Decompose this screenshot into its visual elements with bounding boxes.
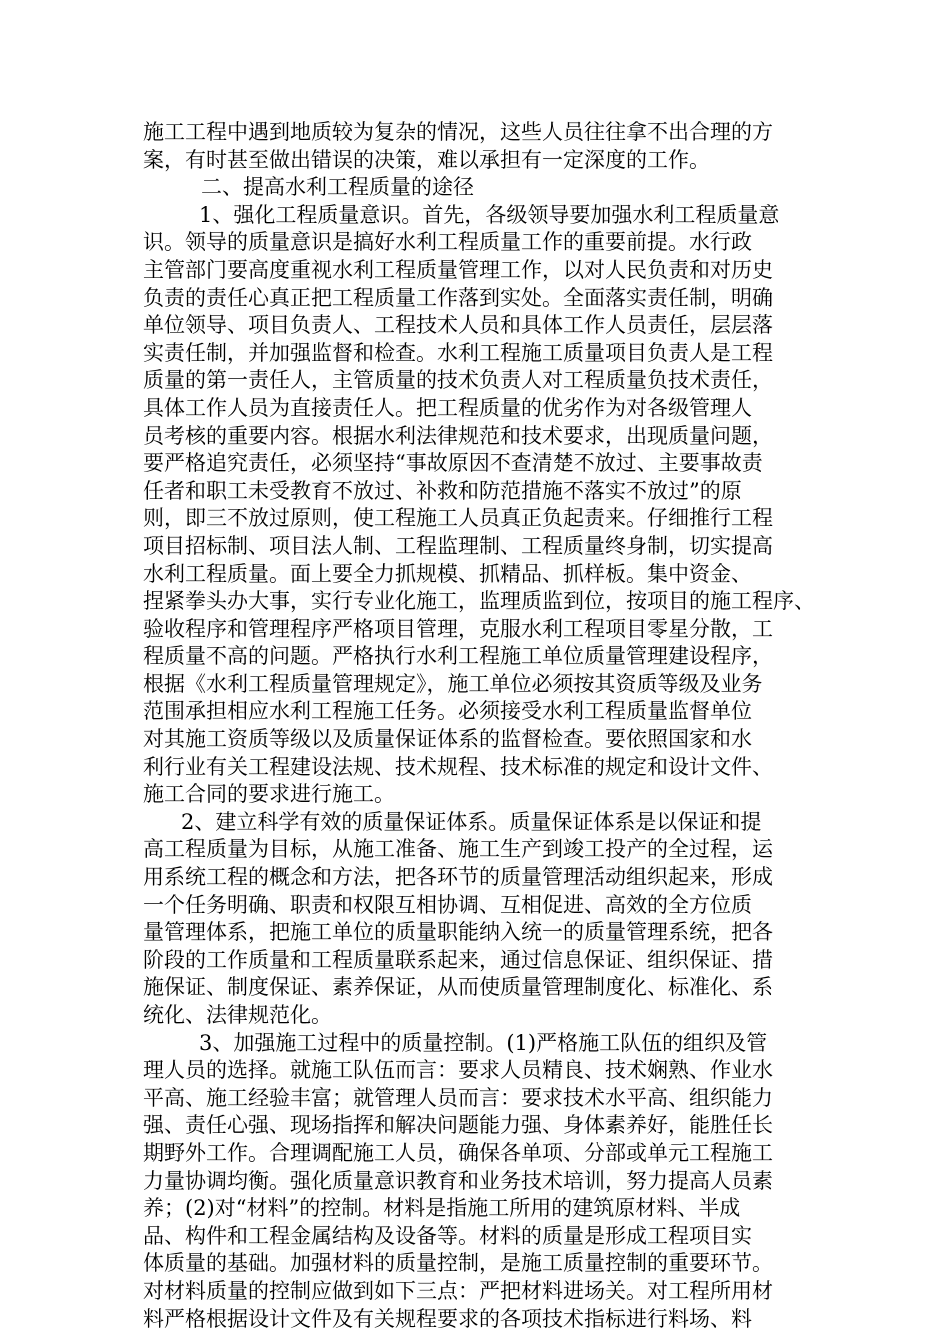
text-line: 范围承担相应水利工程施工任务。必须接受水利工程质量监督单位 xyxy=(143,699,752,724)
text-line: 案，有时甚至做出错误的决策，难以承担有一定深度的工作。 xyxy=(143,147,710,172)
text-line: 用系统工程的概念和方法，把各环节的质量管理活动组织起来，形成 xyxy=(143,865,773,890)
text-line: 实责任制，并加强监督和检查。水利工程施工质量项目负责人是工程 xyxy=(143,340,773,365)
text-line: 要严格追究责任，必须坚持“事故原因不查清楚不放过、主要事故责 xyxy=(143,451,763,476)
text-line: 负责的责任心真正把工程质量工作落到实处。全面落实责任制，明确 xyxy=(143,285,773,310)
text-line: 高工程质量为目标，从施工准备、施工生产到竣工投产的全过程，运 xyxy=(143,837,773,862)
text-line: 则，即三不放过原则，使工程施工人员真正负起责来。仔细推行工程 xyxy=(143,506,773,531)
text-line: 利行业有关工程建设法规、技术规程、技术标准的规定和设计文件、 xyxy=(143,754,773,779)
text-line: 识。领导的质量意识是搞好水利工程质量工作的重要前提。水行政 xyxy=(143,230,752,255)
text-line: 单位领导、项目负责人、工程技术人员和具体工作人员责任，层层落 xyxy=(143,313,773,338)
text-line: 体质量的基础。加强材料的质量控制，是施工质量控制的重要环节。 xyxy=(143,1251,773,1276)
text-line: 施工工程中遇到地质较为复杂的情况，这些人员往往拿不出合理的方 xyxy=(143,120,773,144)
body-text xyxy=(143,119,823,1333)
text-line: 主管部门要高度重视水利工程质量管理工作，以对人民负责和对历史 xyxy=(143,257,773,282)
text-line: 力量协调均衡。强化质量意识教育和业务技术培训，努力提高人员素 xyxy=(143,1168,773,1193)
text-line: 项目招标制、项目法人制、工程监理制、工程质量终身制，切实提高 xyxy=(143,533,773,558)
text-line: 阶段的工作质量和工程质量联系起来，通过信息保证、组织保证、措 xyxy=(143,947,773,972)
text-line: 程质量不高的问题。严格执行水利工程施工单位质量管理建设程序， xyxy=(143,644,773,669)
text-line: 根据《水利工程质量管理规定》，施工单位必须按其资质等级及业务 xyxy=(143,671,763,696)
text-line: 3、加强施工过程中的质量控制。(1)严格施工队伍的组织及管 xyxy=(199,1030,768,1055)
text-line: 对其施工资质等级以及质量保证体系的监督检查。要依照国家和水 xyxy=(143,727,752,752)
text-line: 捏紧拳头办大事，实行专业化施工，监理质监到位，按项目的施工程序、 xyxy=(143,589,815,614)
text-line: 量管理体系，把施工单位的质量职能纳入统一的质量管理系统，把各 xyxy=(143,920,773,945)
text-line: 2、建立科学有效的质量保证体系。质量保证体系是以保证和提 xyxy=(181,809,762,834)
text-line: 员考核的重要内容。根据水利法律规范和技术要求，出现质量问题， xyxy=(143,423,773,448)
section-heading: 二、提高水利工程质量的途径 xyxy=(201,175,474,200)
text-line: 养；(2)对“材料”的控制。材料是指施工所用的建筑原材料、半成 xyxy=(143,1196,741,1221)
text-line: 品、构件和工程金属结构及设备等。材料的质量是形成工程项目实 xyxy=(143,1223,752,1248)
text-line: 统化、法律规范化。 xyxy=(143,1003,332,1027)
text-line: 质量的第一责任人，主管质量的技术负责人对工程质量负技术责任， xyxy=(143,368,773,393)
text-line: 任者和职工未受教育不放过、补救和防范措施不落实不放过”的原 xyxy=(143,478,742,503)
text-line: 具体工作人员为直接责任人。把工程质量的优劣作为对各级管理人 xyxy=(143,395,752,420)
text-line: 施工合同的要求进行施工。 xyxy=(143,782,395,807)
text-line: 平高、施工经验丰富；就管理人员而言：要求技术水平高、组织能力 xyxy=(143,1085,773,1110)
text-line: 1、强化工程质量意识。首先，各级领导要加强水利工程质量意 xyxy=(199,202,780,227)
text-line: 水利工程质量。面上要全力抓规模、抓精品、抓样板。集中资金、 xyxy=(143,561,752,586)
text-line: 料严格根据设计文件及有关规程要求的各项技术指标进行料场、料 xyxy=(143,1306,752,1331)
text-line: 理人员的选择。就施工队伍而言：要求人员精良、技术娴熟、作业水 xyxy=(143,1058,773,1083)
text-line: 施保证、制度保证、素养保证，从而使质量管理制度化、标准化、系 xyxy=(143,975,773,1000)
text-line: 对材料质量的控制应做到如下三点：严把材料进场关。对工程所用材 xyxy=(143,1278,773,1303)
text-line: 验收程序和管理程序严格项目管理，克服水利工程项目零星分散，工 xyxy=(143,616,773,641)
text-line: 期野外工作。合理调配施工人员，确保各单项、分部或单元工程施工 xyxy=(143,1140,773,1165)
text-line: 强、责任心强、现场指挥和解决问题能力强、身体素养好，能胜任长 xyxy=(143,1113,773,1138)
text-line: 一个任务明确、职责和权限互相协调、互相促进、高效的全方位质 xyxy=(143,892,752,917)
